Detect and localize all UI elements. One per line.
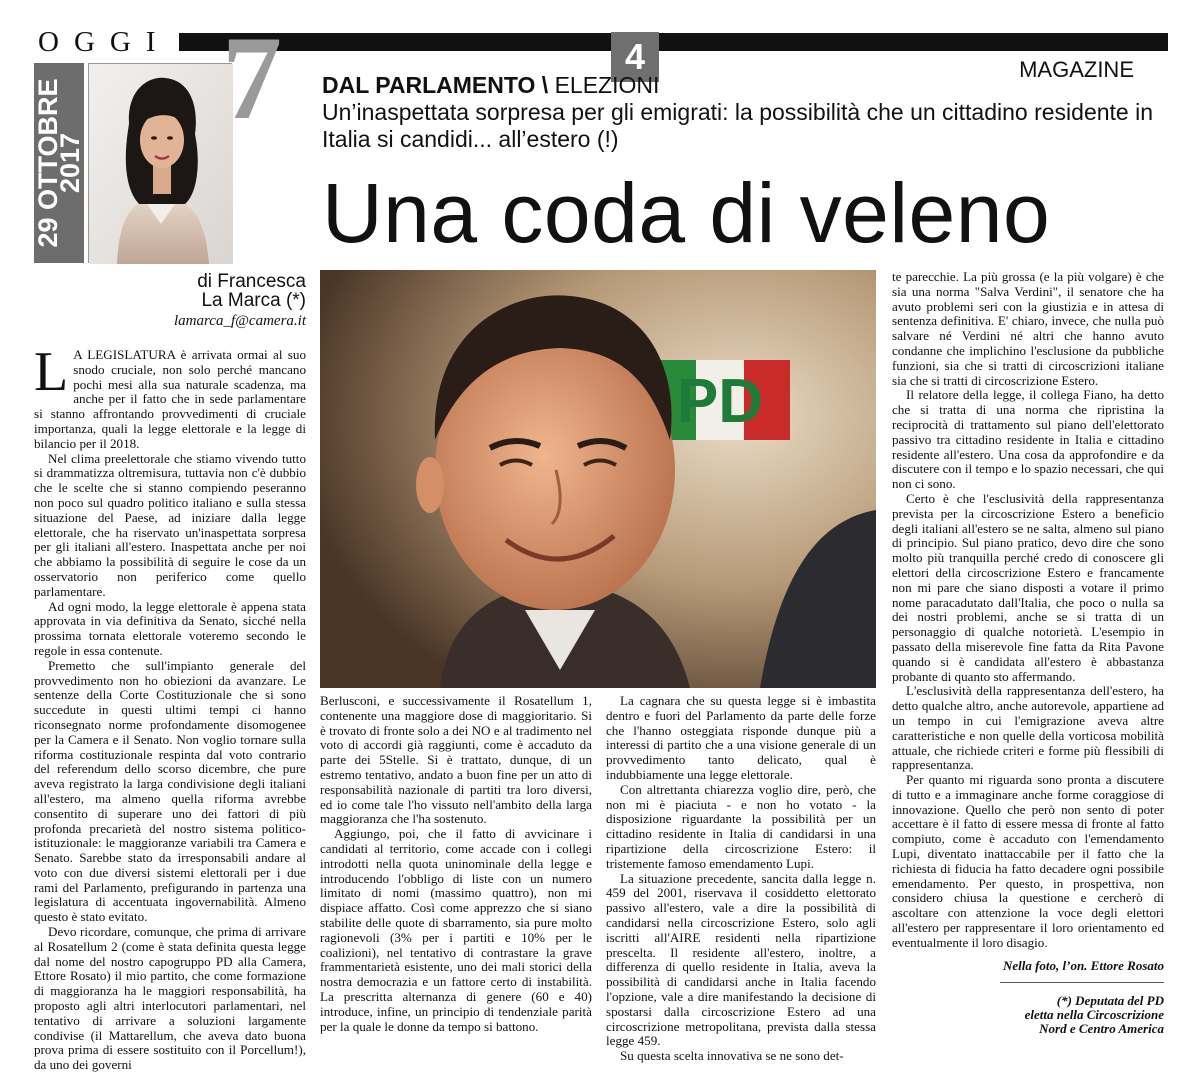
date-block — [34, 63, 84, 263]
paragraph: Ad ogni modo, la legge elettorale è appena stata approvata in via definitiva da Senato, sicché nella prossima tornata elettorale voteremo secondo le regole in essa contenute. — [34, 598, 306, 658]
author-note — [892, 994, 1164, 1036]
author-note-line3: Nord e Centro America — [1039, 1021, 1164, 1036]
masthead — [34, 26, 1168, 82]
author-note-line2: eletta nella Circoscrizione — [1024, 1007, 1164, 1022]
paragraph: Su questa scelta innovativa se ne sono det- — [620, 1048, 844, 1064]
author-email[interactable]: lamarca_f@camera.it — [174, 313, 306, 329]
paragraph: te parecchie. La più grossa (e la più volgare) è che sia una norma "Salva Verdini", il senatore che ha avuto problemi seri con la giustizia e in attesa di sentenza definitiva. E' chiaro, invece, che nulla può salvare né Verdini né altri che hanno avuto condanne che implichino l'esclusione da pubbliche funzioni, sia che si tratti di circoscrizioni italiane sia che si tratti di circoscrizione Estero. — [892, 269, 1164, 388]
kicker — [322, 72, 659, 98]
paragraph: Aggiungo, poi, che il fatto di avvicinare i candidati al territorio, come accade con i collegi introdotti nella quota uninominale della legge e introducendo l'obbligo di liste con un numero limitato di nomi (massimo quattro), non mi dispiace affatto. Così come apprezzo che si siano stabilite delle quote di sbarramento, sia pure molto ragionevoli (3% per i partiti e 10% per le coalizioni), nel tentativo di contrastare la grave frammentarietà esistente, uno dei mali storici della nostra democrazia e un fattore certo di instabilità. La prescritta alternanza di genere (60 e 40) introduce, infine, un principio di tendenziale parità per la quale le donne da tempo si battono. — [320, 826, 592, 1034]
rosato-photo-illustration — [320, 270, 876, 688]
article-column-4 — [892, 270, 1164, 951]
article-column-3 — [606, 694, 876, 1064]
date-year: 2017 — [55, 132, 85, 194]
section-label: MAGAZINE — [1013, 58, 1136, 82]
photo-caption: Nella foto, l’on. Ettore Rosato — [1002, 958, 1164, 973]
masthead-seven: 7 — [222, 11, 282, 144]
author-byline-line1: di Francesca — [197, 271, 306, 292]
paragraph: Il relatore della legge, il collega Fiano, ha detto che si tratta di una norma che ripristina la reciprocità di trattamento sul piano dell'elettorato passivo tra cittadino residente in Italia e cittadino residente all'estero. Una cosa da approfondire e da discutere con il tempo e lo spazio necessari, che qui non ci sono. — [892, 387, 1164, 492]
article-photo — [320, 270, 876, 688]
paragraph: La situazione precedente, sancita dalla legge n. 459 del 2001, riservava il cosiddetto elettorato passivo all'estero, vale a dire la possibilità di candidarsi nella circoscrizione Estero, solo agli iscritti all'AIRE residenti nella ripartizione prescelta. Il residente all'estero, inoltre, a differenza di quello residente in Italia, aveva la possibilità di candidarsi anche in Italia facendo l'opzione, vale a dire manifestando la decisione di spostarsi dalla circoscrizione Estero ad una circoscrizione metropolitana, prevista dalla stessa legge 459. — [606, 870, 876, 1049]
paragraph: Devo ricordare, comunque, che prima di arrivare al Rosatellum 2 (come è stata definita questa legge dal nome del nostro capogruppo PD alla Camera, Ettore Rosato) il mio partito, che come formazione di maggioranza ha le maggiori responsabilità, ha proposto agli altri interlocutori parlamentari, nel tentativo di arrivare a soluzioni largamente condivise (il Mattarellum, che aveva dato buona prova prima di essere sostituito con il Porcellum!), da uno dei governi — [34, 924, 306, 1073]
date-day-month: 29 OTTOBRE — [33, 78, 63, 248]
date-text — [33, 78, 85, 248]
page-number: 4 — [611, 32, 659, 82]
article-column-1 — [34, 341, 306, 1073]
deck: Un’inaspettata sorpresa per gli emigrati: la possibilità che un cittadino residente in Italia si candidi... all’estero (!) — [322, 99, 1154, 152]
paragraph: Berlusconi, e successivamente il Rosatellum 1, contenente una maggiore dose di maggioritario. Si è trovato di fronte solo a dei NO e al tradimento nel voto di accordi già raggiunti, come è accaduto da parte dei 5Stelle. Si è trattato, dunque, di un estremo tentativo, andato a buon fine per un atto di responsabilità nazionale di partiti tra loro diversi, ed io come tale l'ho vissuto nell'ambito della larga maggioranza che l'ha sostenuto. — [320, 693, 592, 827]
paragraph: Nel clima preelettorale che stiamo vivendo tutto si drammatizza oltremisura, tuttavia non c'è dubbio che le scelte che si stanno compiendo peseranno non poco sul quadro politico italiano e sulla stessa situazione del Paese, ad iniziare dalla legge elettorale, che ha riservato un'inaspettata sorpresa per gli italiani all'estero. Inaspettata anche per noi che abbiamo la possibilità di seguire le cose da un osservatorio non periferico come quello parlamentare. — [34, 450, 306, 599]
paragraph: La cagnara che su questa legge si è imbastita dentro e fuori del Parlamento da parte delle forze che l'hanno osteggiata risponde dunque più a interessi di partito che a una visione generale di un provvedimento tanto delicato, qual è indubbiamente una legge elettorale. — [606, 693, 876, 782]
masthead-oggi: OGGI — [34, 31, 179, 53]
author-byline-line2: La Marca (*) — [201, 290, 306, 311]
paragraph: L A LEGISLATURA è arrivata ormai al suo snodo cruciale, non solo perché mancano pochi mesi alla sua naturale scadenza, ma anche per il fatto che in sede parlamentare si stanno affrontando provvedimenti di cruciale importanza, quali la legge elettorale e la legge di bilancio per il 2018. — [34, 341, 306, 451]
headline: Una coda di veleno — [322, 166, 1051, 260]
paragraph: L'esclusività della rappresentanza dell'estero, ha detto qualche altro, anche autorevole, appartiene ad un tempo in cui l'emigrazione aveva altre caratteristiche e non quelle della vorticosa mobilità attuale, che richiede criteri e forme più flessibili di rappresentanza. — [892, 683, 1164, 773]
paragraph: Certo è che l'esclusività della rappresentanza prevista per la circoscrizione Estero a beneficio degli italiani all'estero se ne salta, almeno sul piano di principio. Sul piano pratico, devo dire che sono molto più tranquilla perché credo di conoscere gli elettori della circoscrizione Estero e francamente non mi pare che siano disposti a votare il primo nome paracadutato dall'Italia, che poco o nulla sa dei nostri problemi, anche se si tratta di un personaggio di qualche notorietà. L'esempio in passato della miserevole fine fatta da Rita Pavone quando si è candidata all'estero è abbastanza probante di quanto sto affermando. — [892, 490, 1164, 684]
author-note-line1: (*) Deputata del PD — [1056, 993, 1164, 1008]
divider — [1000, 982, 1164, 983]
author-byline — [34, 272, 306, 310]
paragraph: Per quanto mi riguarda sono pronta a discutere di tutto e a immaginare anche forme coraggiose di innovazione. Quello che però non sento di poter accettare è il fatto di essere messa di fronte al fatto compiuto, come è accaduto con l'emendamento Lupi, diventato inattaccabile per il fatto che la richiesta di fiducia ha fatto decadere ogni possibile emendamento. Per questo, in prospettiva, non considero chiusa la questione e cercherò di ascoltare con attenzione la voce degli elettori all'estero per rappresentare il loro orientamento ed eventualmente il loro disagio. — [892, 772, 1164, 950]
photo-sign-text: PD — [676, 367, 764, 436]
kicker-section: DAL PARLAMENTO \ — [322, 72, 549, 98]
author-photo — [88, 63, 232, 263]
dropcap: L — [34, 341, 69, 403]
paragraph: Premetto che sull'impianto generale del provvedimento non ho obiezioni da avanzare. Le sentenze della Corte Costituzionale che si sono succedute in questi ultimi tempi ci hanno riconsegnato norme profondamente disomogenee per la Camera e il Senato. Non voglio tornare sulla riforma costituzionale respinta dal voto contrario del referendum dello scorso dicembre, che pure aveva registrato la larga condivisione degli italiani all'estero, ma almeno quella riforma avrebbe consentito di superare uno dei fattori di più profonda precarietà del nostro sistema politico-istituzionale: le maggioranze variabili tra Camera e Senato. Sarebbe stato da irresponsabili andare al voto con due diversi sistemi elettorali per i due rami del Parlamento, prefigurando in partenza una legislatura di accentuata ingovernabilità. Almeno questo è stato evitato. — [34, 657, 306, 925]
masthead-strip — [34, 33, 1168, 51]
article-column-2 — [320, 694, 592, 1034]
paragraph: Con altrettanta chiarezza voglio dire, però, che non mi è piaciuta - e non ho votato - la disposizione riguardante la possibilità per un cittadino residente in Italia di candidarsi in una ripartizione della circoscrizione Estero: il tristemente famoso emendamento Lupi. — [606, 781, 876, 871]
author-portrait-illustration — [89, 64, 233, 264]
kicker-topic: ELEZIONI — [554, 72, 660, 98]
